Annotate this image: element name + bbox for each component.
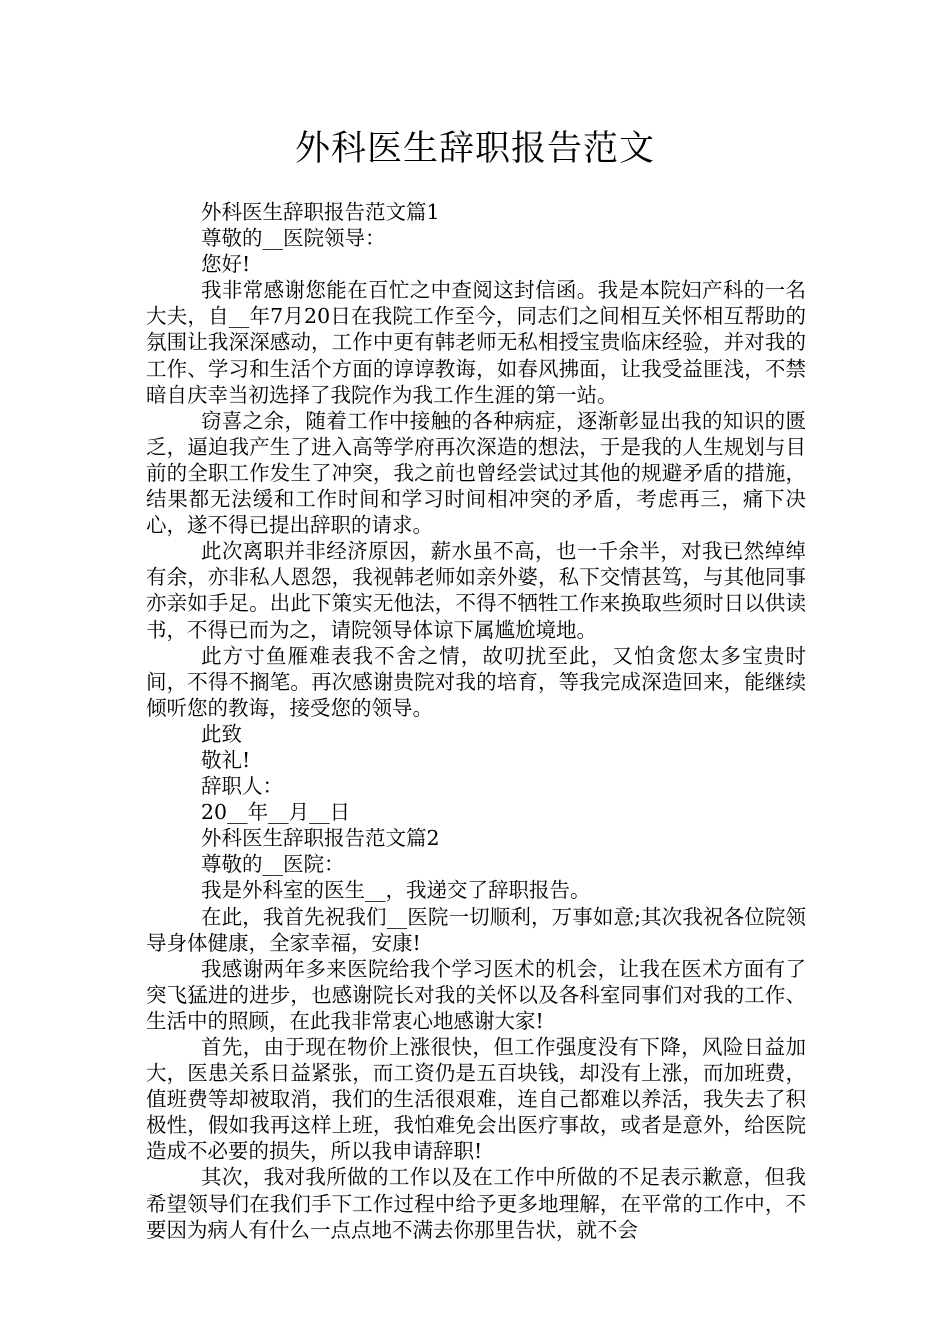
document-body: [146, 199, 806, 1243]
greeting: 您好!: [201, 252, 251, 277]
body-paragraph: 在此，我首先祝我们__医院一切顺利，万事如意;其次我祝各位院领导身体健康，全家幸福，安康!: [146, 904, 806, 955]
body-paragraph: 首先，由于现在物价上涨很快，但工作强度没有下降，风险日益加大，医患关系日益紧张，而工资仍是五百块钱，却没有上涨，而加班费，值班费等却被取消，我们的生活很艰难，连自己都难以养活，我失去了积极性，假如我再这样上班，我怕难免会出医疗事故，或者是意外，给医院造成不必要的损失，所以我申请辞职!: [146, 1035, 806, 1164]
body-paragraph: 其次，我对我所做的工作以及在工作中所做的不足表示歉意，但我希望领导们在我们手下工作过程中给予更多地理解，在平常的工作中，不要因为病人有什么一点点地不满去你那里告状，就不会: [146, 1165, 806, 1242]
body-paragraph: 此次离职并非经济原因，薪水虽不高，也一千余半，对我已然绰绰有余，亦非私人恩怨，我视韩老师如亲外婆，私下交情甚笃，与其他同事亦亲如手足。出此下策实无他法，不得不牺牲工作来换取些须时日以供读书，不得已而为之，请院领导体谅下属尴尬境地。: [146, 539, 806, 642]
salutation: 尊敬的__医院：: [201, 852, 345, 877]
body-paragraph: 我感谢两年多来医院给我个学习医术的机会，让我在医术方面有了突飞猛进的进步，也感谢院长对我的关怀以及各科室同事们对我的工作、生活中的照顾，在此我非常衷心地感谢大家!: [146, 956, 806, 1033]
body-paragraph: 此方寸鱼雁难表我不舍之情，故叨扰至此，又怕贪您太多宝贵时间，不得不搁笔。再次感谢贵院对我的培育，等我完成深造回来，能继续倾听您的教诲，接受您的领导。: [146, 643, 806, 720]
section-heading-1: 外科医生辞职报告范文篇1: [201, 200, 440, 224]
salutation: 尊敬的__医院领导：: [201, 226, 386, 251]
closing-line: 此致: [201, 721, 242, 746]
body-paragraph: 我非常感谢您能在百忙之中查阅这封信函。我是本院妇产科的一名大夫，自__年7月20日在我院工作至今，同志们之间相互关怀相互帮助的氛围让我深深感动，工作中更有韩老师无私相授宝贵临床经验，并对我的工作、学习和生活个方面的谆谆教诲，如春风拂面，让我受益匪浅，不禁暗自庆幸当初选择了我院作为我工作生涯的第一站。: [146, 278, 806, 407]
closing-salute: 敬礼!: [201, 747, 251, 772]
section-heading-2: 外科医生辞职报告范文篇2: [201, 826, 440, 851]
body-paragraph: 我是外科室的医生__，我递交了辞职报告。: [201, 878, 591, 903]
document-title: 外科医生辞职报告范文: [294, 129, 655, 169]
date-line: 20__年__月__日: [201, 800, 351, 825]
body-paragraph: 窃喜之余，随着工作中接触的各种病症，逐渐彰显出我的知识的匮乏，逼迫我产生了进入高等学府再次深造的想法，于是我的人生规划与目前的全职工作发生了冲突，我之前也曾经尝试过其他的规避矛盾的措施，结果都无法缓和工作时间和学习时间相冲突的矛盾，考虑再三，痛下决心，遂不得已提出辞职的请求。: [146, 408, 806, 538]
signature-label: 辞职人：: [201, 774, 283, 799]
